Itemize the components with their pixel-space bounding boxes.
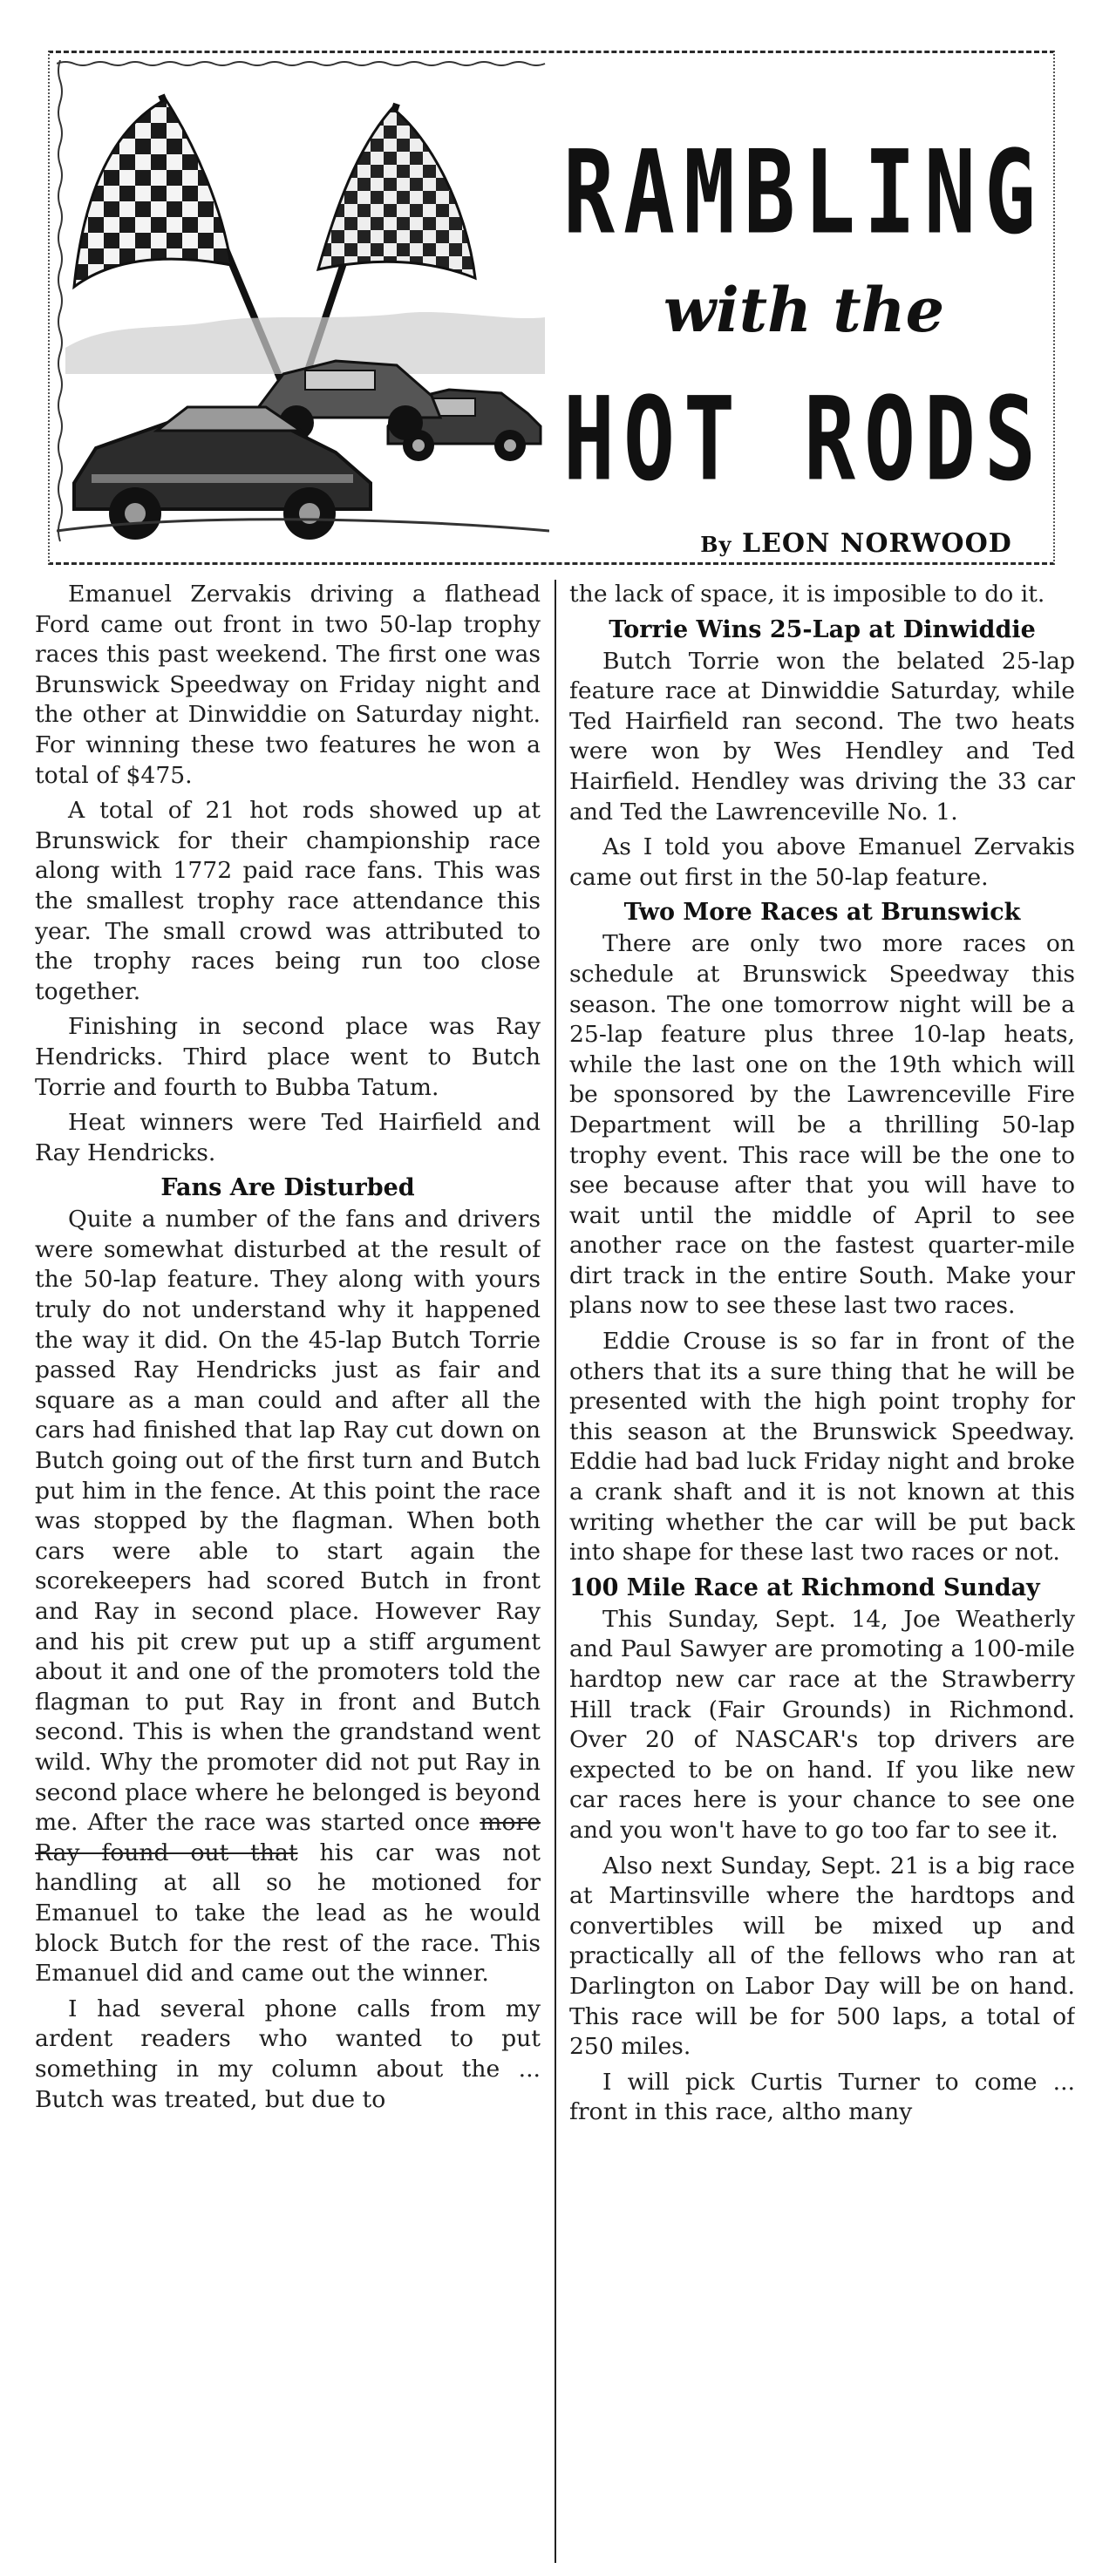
paragraph: I had several phone calls from my ardent readers who wanted to put something in my column about the ... Butch was treated, but due to bbox=[35, 1995, 541, 2113]
byline-prefix: By bbox=[700, 532, 732, 557]
paragraph: Butch Torrie won the belated 25-lap feature race at Dinwiddie Saturday, while Ted Hairfield ran second. The two heats were won by Wes Hendley and Ted Hairfield. Hendley was driving the 33 car and Ted the Lawrenceville No. 1. bbox=[569, 647, 1075, 826]
paragraph: Also next Sunday, Sept. 21 is a big race at Martinsville where the hardtops and convertibles will be mixed up and practically all of the fellows who ran at Darlington on Labor Day will be on hand. This race will be for 500 laps, a total of 250 miles. bbox=[569, 1852, 1075, 2061]
paragraph: Heat winners were Ted Hairfield and Ray Hendricks. bbox=[35, 1109, 541, 1166]
title-with-the: with the bbox=[663, 274, 945, 346]
paragraph bbox=[35, 1205, 541, 1988]
paragraph: This Sunday, Sept. 14, Joe Weatherly and Paul Sawyer are promoting a 100-mile hardtop new car race at the Strawberry Hill track (Fair Grounds) in Richmond. Over 20 of NASCAR's top drivers are expected to be on hand. If you like new car races here is your chance to see one and you won't have to go too far to see it. bbox=[569, 1605, 1075, 1844]
paragraph: Finishing in second place was Ray Hendricks. Third place went to Butch Torrie and fourth to Bubba Tatum. bbox=[35, 1013, 541, 1101]
paragraph: As I told you above Emanuel Zervakis came out first in the 50-lap feature. bbox=[569, 833, 1075, 891]
paragraph: Eddie Crouse is so far in front of the others that its a sure thing that he will be presented with the high point trophy for this season at the Brunswick Speedway. Eddie had bad luck Friday night and broke a crank shaft and it is not known at this writing whether the car will be put back into shape for these last two races or not. bbox=[569, 1328, 1075, 1567]
byline bbox=[656, 528, 1057, 559]
byline-author: LEON NORWOOD bbox=[741, 528, 1012, 559]
paragraph-text: Quite a number of the fans and drivers were somewhat disturbed at the result of the 50-lap feature. They along with yours truly do not understand why it happened the way it did. On the 45-lap Butch Torrie passed Ray Hendricks just as fair and square as a man could and after all the cars had finished that lap Ray cut down on Butch going out of the first turn and Butch put him in the fence. At this point the race was stopped by the flagman. When both cars were able to start again the scorekeepers had scored Butch in front and Ray in second place. However Ray and his pit crew put up a stiff argument about it and one of the promoters told the flagman to put Ray in front and Butch second. This is when the grandstand went wild. Why the promoter did not put Ray in second place where he belonged is beyond me. After the race was started once bbox=[35, 1206, 541, 1837]
subheading-torrie-wins: Torrie Wins 25-Lap at Dinwiddie bbox=[609, 615, 1036, 643]
column-masthead bbox=[48, 51, 1055, 565]
column-title bbox=[551, 53, 1057, 568]
column-divider bbox=[555, 580, 556, 2563]
title-rambling: RAMBLING bbox=[562, 126, 1045, 261]
paragraph: There are only two more races on schedule at Brunswick Speedway this season. The one tomorrow night will be a 25-lap feature plus three 10-lap heats, while the last one on the 19th which will be sponsored by the Lawrenceville Fire Department will be a thrilling 50-lap trophy event. This race will be the one to see because after that you will have to wait until the middle of April to see another race on the fastest quarter-mile dirt track in the entire South. Make your plans now to see these last two races. bbox=[569, 930, 1075, 1320]
title-hot-rods: HOT RODS bbox=[562, 373, 1045, 507]
paragraph: A total of 21 hot rods showed up at Brunswick for their championship race along with 1772 paid race fans. This was the smallest trophy race attendance this year. The small crowd was attributed to the trophy races being run too close together. bbox=[35, 797, 541, 1005]
struck-text: more Ray found out that bbox=[35, 1809, 541, 1866]
subheading-two-more-races: Two More Races at Brunswick bbox=[623, 899, 1021, 927]
subheading-richmond-race: 100 Mile Race at Richmond Sunday bbox=[569, 1573, 1040, 1601]
subheading-fans-disturbed: Fans Are Disturbed bbox=[160, 1174, 415, 1202]
paragraph: Emanuel Zervakis driving a flathead Ford came out front in two 50-lap trophy races this past weekend. The first one was Brunswick Speedway on Friday night and the other at Dinwiddie on Saturday night. For winning these two features he won a total of $475. bbox=[35, 581, 541, 789]
paragraph: I will pick Curtis Turner to come ... front in this race, altho many bbox=[569, 2068, 1075, 2126]
article-columns bbox=[35, 580, 1081, 2563]
paragraph-text: his car was not handling at all so he motioned for Emanuel to take the lead as he would block Butch for the rest of the race. This Emanuel did and came out the winner. bbox=[35, 1839, 541, 1988]
paragraph: the lack of space, it is imposible to do it. bbox=[569, 581, 1045, 608]
column-left bbox=[35, 580, 541, 2563]
checkered-flag-race-cars-illustration bbox=[57, 60, 549, 557]
column-right bbox=[569, 580, 1075, 2563]
